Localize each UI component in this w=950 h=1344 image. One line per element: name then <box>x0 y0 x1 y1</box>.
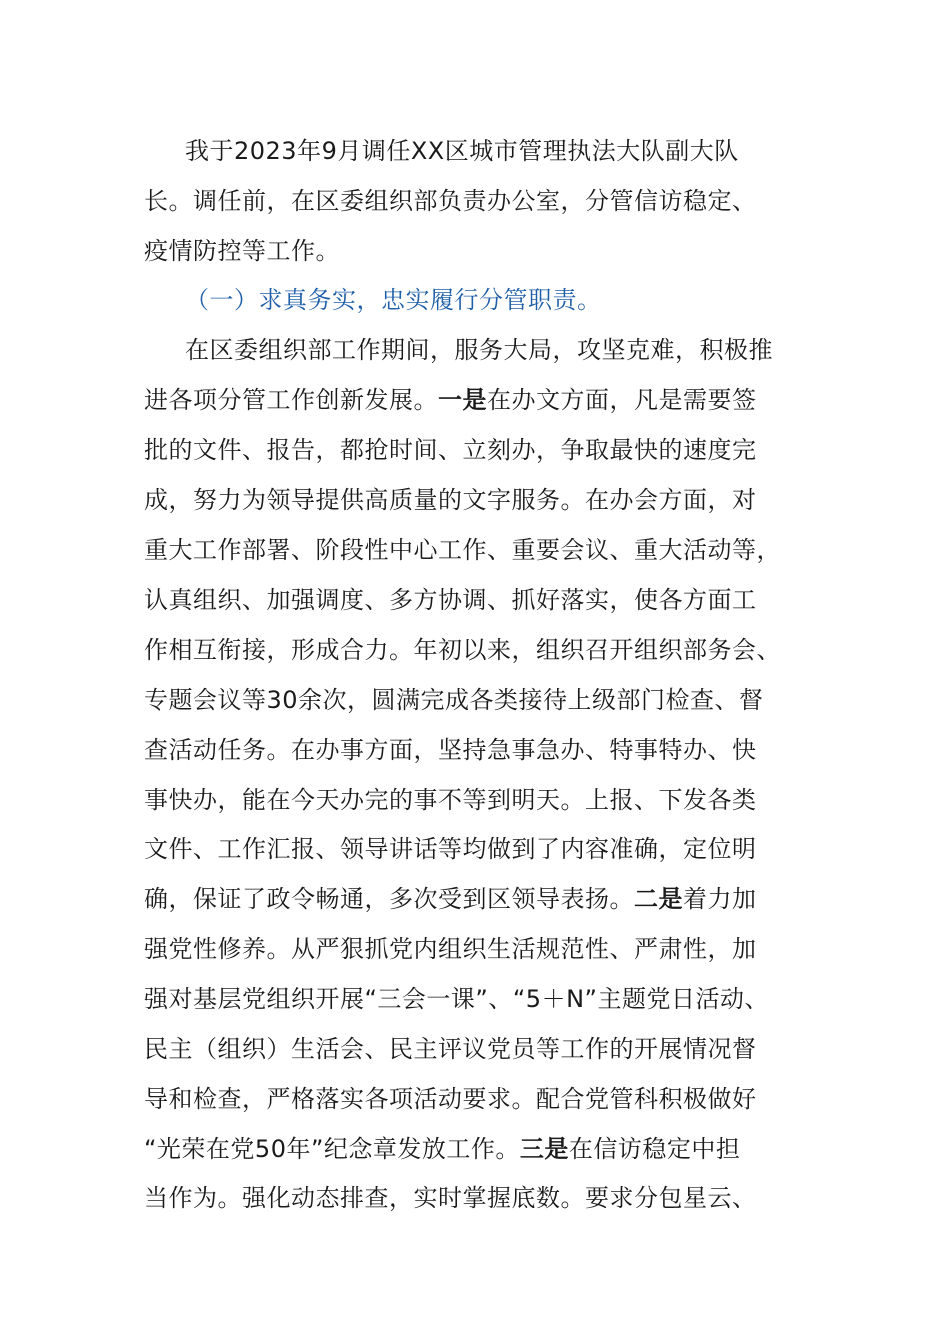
body-line: 事快办，能在今天办完的事不等到明天。上报、下发各类 <box>144 786 757 814</box>
body-line: 重大工作部署、阶段性中心工作、重要会议、重大活动等， <box>144 536 781 564</box>
bold-marker: 三是 <box>519 1135 569 1163</box>
body-line: 导和检查，严格落实各项活动要求。配合党管科积极做好 <box>144 1085 757 1113</box>
body-line: 民主（组织）生活会、民主评议党员等工作的开展情况督 <box>144 1035 757 1063</box>
bold-marker: 二是 <box>634 885 683 913</box>
body-line: 认真组织、加强调度、多方协调、抓好落实，使各方面工 <box>144 586 757 614</box>
bold-marker: 一是 <box>438 386 487 414</box>
body-line: 专题会议等30余次，圆满完成各类接待上级部门检查、督 <box>144 686 764 714</box>
intro-line-1: 我于2023年9月调任XX区城市管理执法大队副大队 <box>185 137 739 165</box>
body-line: 作相互衔接，形成合力。年初以来，组织召开组织部务会、 <box>144 636 781 664</box>
body-line: 进各项分管工作创新发展。一是在办文方面，凡是需要签 <box>144 386 757 414</box>
body-line: 强对基层党组织开展“三会一课”、“5＋N”主题党日活动、 <box>144 985 769 1013</box>
body-line: 成，努力为领导提供高质量的文字服务。在办会方面，对 <box>144 486 757 514</box>
body-line: 批的文件、报告，都抢时间、立刻办，争取最快的速度完 <box>144 436 757 464</box>
intro-line-3: 疫情防控等工作。 <box>144 237 340 265</box>
body-line: 查活动任务。在办事方面，坚持急事急办、特事特办、快 <box>144 736 757 764</box>
body-line: 确，保证了政令畅通，多次受到区领导表扬。二是着力加 <box>144 885 757 913</box>
section-heading: （一）求真务实，忠实履行分管职责。 <box>185 286 602 314</box>
body-line: 在区委组织部工作期间，服务大局，攻坚克难，积极推 <box>185 336 773 364</box>
intro-line-2: 长。调任前，在区委组织部负责办公室，分管信访稳定、 <box>144 187 757 215</box>
body-line: 强党性修养。从严狠抓党内组织生活规范性、严肃性，加 <box>144 935 757 963</box>
body-line: 当作为。强化动态排查，实时掌握底数。要求分包星云、 <box>144 1184 757 1212</box>
body-line: “光荣在党50年”纪念章发放工作。三是在信访稳定中担 <box>144 1135 741 1163</box>
body-line: 文件、工作汇报、领导讲话等均做到了内容准确，定位明 <box>144 835 757 863</box>
